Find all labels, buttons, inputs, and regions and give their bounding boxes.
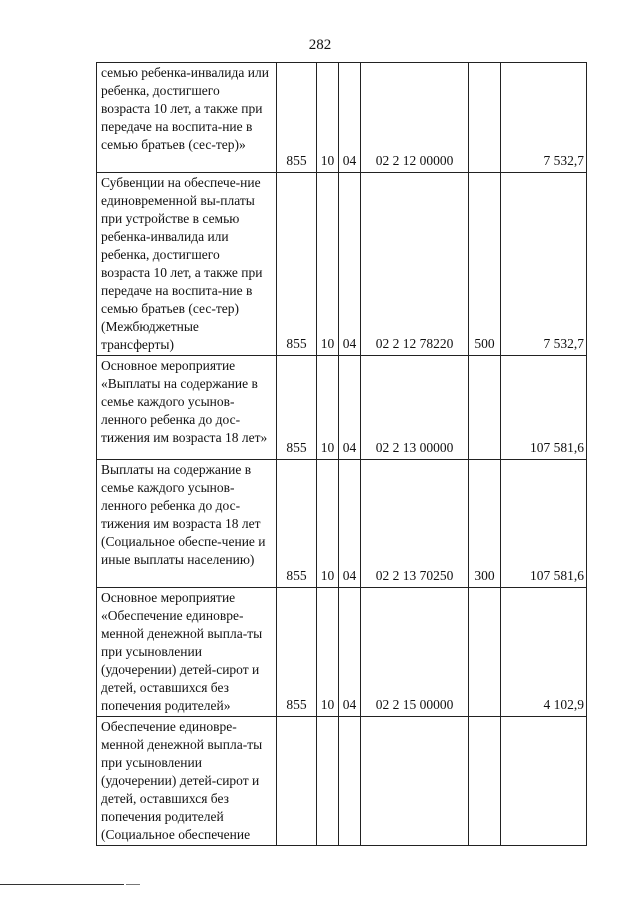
target-article-cell: 02 2 13 00000 (361, 356, 469, 460)
section-cell: 10 (317, 356, 339, 460)
table-row (97, 717, 587, 846)
row-name-cell: Основное мероприятие «Обеспечение единовре-менной денежной выпла-ты при усыновлении (удочерении) детей-сирот и детей, оставшихся без попечения родителей» (97, 588, 277, 717)
target-article-cell: 02 2 13 70250 (361, 460, 469, 588)
grbs-cell: 855 (277, 356, 317, 460)
expense-type-cell (469, 63, 501, 173)
subsection-cell: 04 (339, 460, 361, 588)
table-row (97, 63, 587, 173)
subsection-cell: 04 (339, 173, 361, 356)
amount-cell: 107 581,6 (501, 460, 587, 588)
expense-type-cell (469, 356, 501, 460)
section-cell: 10 (317, 588, 339, 717)
expense-type-cell (469, 717, 501, 846)
grbs-cell (277, 717, 317, 846)
section-cell: 10 (317, 460, 339, 588)
expense-type-cell: 300 (469, 460, 501, 588)
row-name-cell: Основное мероприятие «Выплаты на содержание в семье каждого усынов-ленного ребенка до дос-тижения им возраста 18 лет» (97, 356, 277, 460)
grbs-cell: 855 (277, 63, 317, 173)
subsection-cell (339, 717, 361, 846)
section-cell: 10 (317, 63, 339, 173)
budget-table (96, 62, 587, 846)
row-name-cell: Субвенции на обеспече-ние единовременной вы-платы при устройстве в семью ребенка-инвалида или ребенка, достигшего возраста 10 лет, а также при передаче на воспита-ние в семью братьев (сес-тер) (Межбюджетные трансферты) (97, 173, 277, 356)
footnote-rule (0, 884, 124, 885)
expense-type-cell: 500 (469, 173, 501, 356)
grbs-cell: 855 (277, 588, 317, 717)
target-article-cell (361, 717, 469, 846)
row-name-cell: семью ребенка-инвалида или ребенка, достигшего возраста 10 лет, а также при передаче на воспита-ние в семью братьев (сес-тер)» (97, 63, 277, 173)
section-cell (317, 717, 339, 846)
table-row (97, 356, 587, 460)
amount-cell: 7 532,7 (501, 173, 587, 356)
grbs-cell: 855 (277, 173, 317, 356)
subsection-cell: 04 (339, 588, 361, 717)
footnote-rule-stub (126, 884, 140, 885)
subsection-cell: 04 (339, 63, 361, 173)
row-name-cell: Выплаты на содержание в семье каждого усынов-ленного ребенка до дос-тижения им возраста 18 лет (Социальное обеспе-чение и иные выплаты населению) (97, 460, 277, 588)
table-row (97, 460, 587, 588)
amount-cell: 4 102,9 (501, 588, 587, 717)
amount-cell (501, 717, 587, 846)
table-row (97, 173, 587, 356)
page-number: 282 (308, 37, 332, 53)
target-article-cell: 02 2 12 78220 (361, 173, 469, 356)
table-row (97, 588, 587, 717)
amount-cell: 107 581,6 (501, 356, 587, 460)
subsection-cell: 04 (339, 356, 361, 460)
section-cell: 10 (317, 173, 339, 356)
expense-type-cell (469, 588, 501, 717)
target-article-cell: 02 2 12 00000 (361, 63, 469, 173)
amount-cell: 7 532,7 (501, 63, 587, 173)
row-name-cell: Обеспечение единовре-менной денежной выпла-ты при усыновлении (удочерении) детей-сирот и детей, оставшихся без попечения родителей (Социальное обеспечение (97, 717, 277, 846)
grbs-cell: 855 (277, 460, 317, 588)
target-article-cell: 02 2 15 00000 (361, 588, 469, 717)
